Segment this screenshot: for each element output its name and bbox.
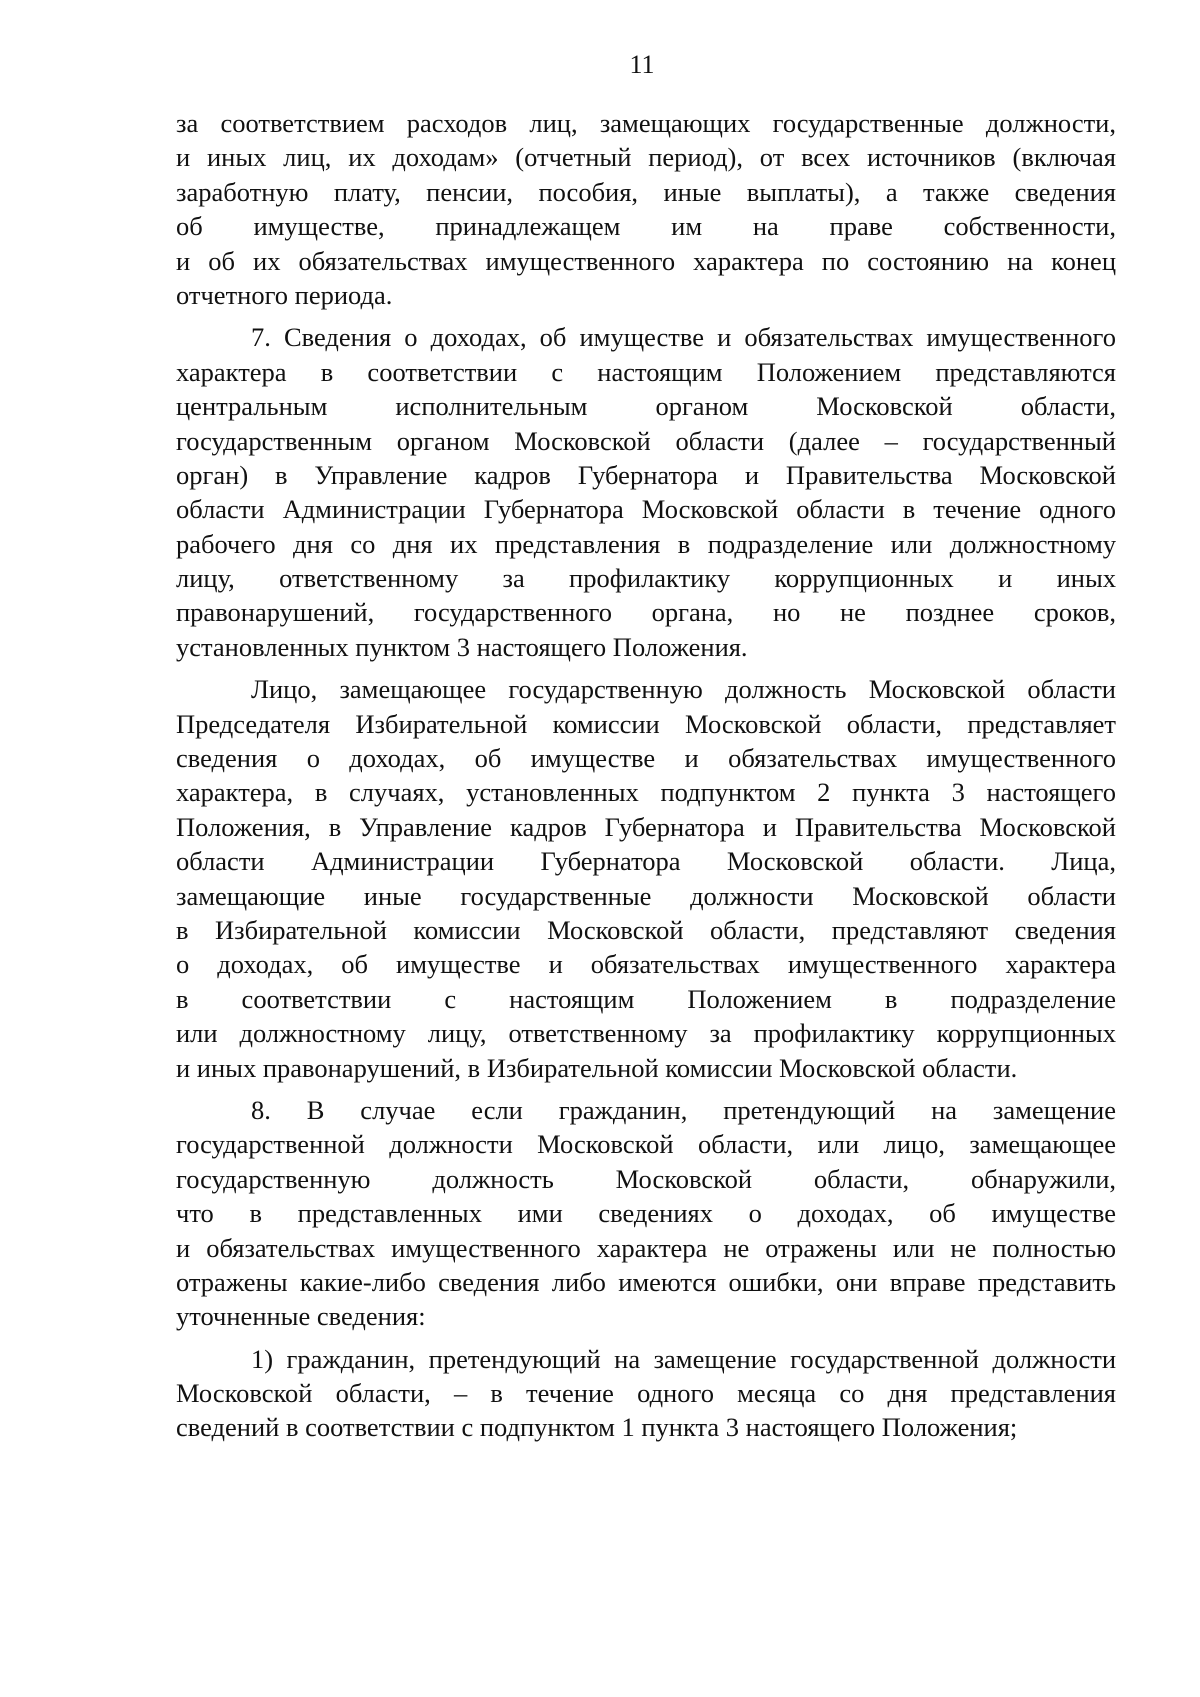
text-line: центральным исполнительным органом Московской области, xyxy=(176,391,1116,422)
text-line: Московской области, – в течение одного месяца со дня представления xyxy=(176,1378,1116,1409)
text-line: в Избирательной комиссии Московской области, представляют сведения xyxy=(176,914,1116,945)
paragraph xyxy=(176,106,1116,312)
text-line: отражены какие-либо сведения либо имеются ошибки, они вправе представить xyxy=(176,1266,1116,1297)
text-line: 7. Сведения о доходах, об имуществе и обязательствах имущественного xyxy=(251,322,1116,353)
text-line: государственной должности Московской области, или лицо, замещающее xyxy=(176,1129,1116,1160)
text-line: заработную плату, пенсии, пособия, иные выплаты), а также сведения xyxy=(176,176,1116,207)
document-body xyxy=(176,106,1116,1445)
text-line: в соответствии с настоящим Положением в подразделение xyxy=(176,983,1116,1014)
text-line: Лицо, замещающее государственную должность Московской области xyxy=(251,674,1116,705)
text-line: лицу, ответственному за профилактику коррупционных и иных xyxy=(176,563,1116,594)
text-line: орган) в Управление кадров Губернатора и Правительства Московской xyxy=(176,459,1116,490)
text-line: и иных правонарушений, в Избирательной комиссии Московской области. xyxy=(176,1052,1018,1083)
text-line: правонарушений, государственного органа, но не позднее сроков, xyxy=(176,597,1116,628)
text-line: отчетного периода. xyxy=(176,279,393,310)
text-line: уточненные сведения: xyxy=(176,1301,426,1332)
paragraph xyxy=(176,320,1116,664)
text-line: Председателя Избирательной комиссии Московской области, представляет xyxy=(176,708,1116,739)
text-line: об имуществе, принадлежащем им на праве собственности, xyxy=(176,211,1116,242)
text-line: за соответствием расходов лиц, замещающих государственные должности, xyxy=(176,108,1116,138)
text-line: установленных пунктом 3 настоящего Положения. xyxy=(176,631,748,662)
text-line: и обязательствах имущественного характера не отражены или не полностью xyxy=(176,1232,1116,1263)
text-line: рабочего дня со дня их представления в подразделение или должностному xyxy=(176,528,1116,559)
text-line: и иных лиц, их доходам» (отчетный период), от всех источников (включая xyxy=(176,142,1116,173)
text-line: области Администрации Губернатора Московской области в течение одного xyxy=(176,494,1116,525)
text-line: что в представленных ими сведениях о доходах, об имуществе xyxy=(176,1198,1116,1229)
text-line: государственную должность Московской области, обнаружили, xyxy=(176,1163,1116,1194)
text-line: 8. В случае если гражданин, претендующий на замещение xyxy=(251,1094,1116,1125)
text-line: области Администрации Губернатора Московской области. Лица, xyxy=(176,846,1116,877)
text-line: 1) гражданин, претендующий на замещение государственной должности xyxy=(251,1343,1116,1374)
text-line: и об их обязательствах имущественного характера по состоянию на конец xyxy=(176,245,1116,276)
text-line: о доходах, об имуществе и обязательствах имущественного характера xyxy=(176,949,1116,980)
text-line: Положения, в Управление кадров Губернатора и Правительства Московской xyxy=(176,811,1116,842)
text-line: замещающие иные государственные должности Московской области xyxy=(176,880,1116,911)
text-line: или должностному лицу, ответственному за профилактику коррупционных xyxy=(176,1018,1116,1049)
page-number: 11 xyxy=(629,50,655,79)
text-line: характера, в случаях, установленных подпунктом 2 пункта 3 настоящего xyxy=(176,777,1116,808)
text-line: государственным органом Московской области (далее – государственный xyxy=(176,425,1116,456)
text-line: сведений в соответствии с подпунктом 1 пункта 3 настоящего Положения; xyxy=(176,1412,1018,1443)
text-line: характера в соответствии с настоящим Положением представляются xyxy=(176,356,1116,387)
text-line: сведения о доходах, об имуществе и обязательствах имущественного xyxy=(176,743,1116,774)
paragraph xyxy=(176,1342,1116,1445)
paragraph xyxy=(176,1093,1116,1334)
paragraph xyxy=(176,672,1116,1085)
